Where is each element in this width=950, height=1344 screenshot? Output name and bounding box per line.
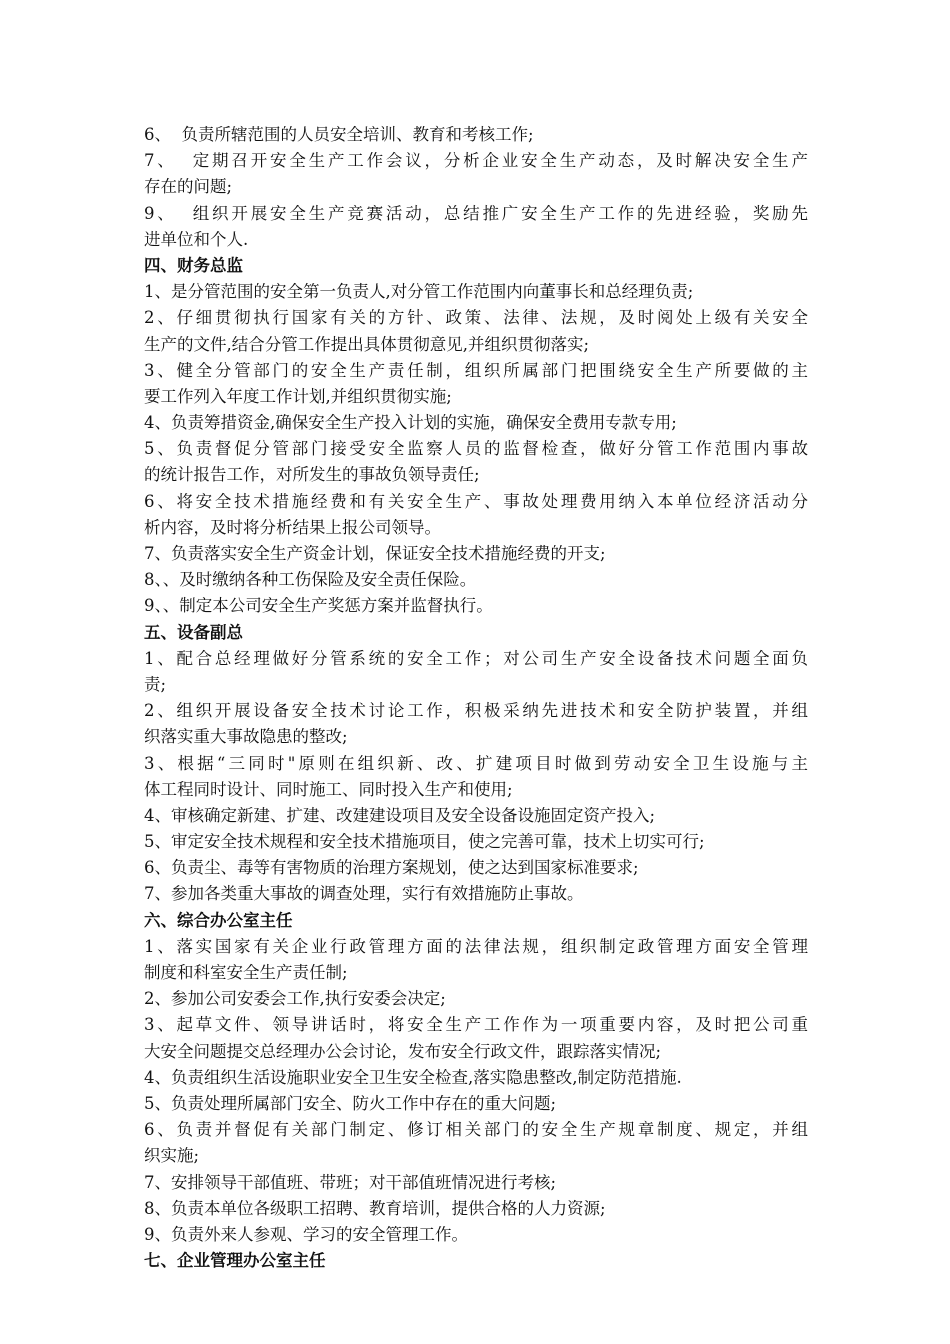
list-item [144,593,808,619]
list-item [144,751,808,803]
list-item [144,436,808,488]
paragraph-line: 7、参加各类重大事故的调查处理，实行有效措施防止事故。 [144,884,584,904]
list-item [144,567,808,593]
paragraph-line: 5、负责处理所属部门安全、防火工作中存在的重大问题; [144,1093,557,1113]
paragraph-line: 3、根据“三同时"原则在组织新、改、扩建项目时做到劳动安全卫生设施与主 [144,753,808,773]
paragraph-line: 4、审核确定新建、扩建、改建建设项目及安全设备设施固定资产投入; [144,805,656,825]
list-item [144,305,808,357]
paragraph-line: 2、组织开展设备安全技术讨论工作，积极采纳先进技术和安全防护装置，并组 [144,701,808,721]
paragraph-line: 9、、制定本公司安全生产奖惩方案并监督执行。 [144,596,493,616]
paragraph-line: 析内容，及时将分析结果上报公司领导。 [144,517,441,537]
paragraph-line: 3、起草文件、领导讲话时，将安全生产工作作为一项重要内容，及时把公司重 [144,1015,808,1035]
list-item [144,358,808,410]
paragraph-line: 6、负责尘、毒等有害物质的治理方案规划，使之达到国家标准要求; [144,858,639,878]
paragraph-line: 5、负责督促分管部门接受安全监察人员的监督检查，做好分管工作范围内事故 [144,439,808,459]
list-item [144,934,808,986]
list-item [144,1117,808,1169]
list-item [144,1065,808,1091]
paragraph-line: 责; [144,674,167,694]
paragraph-line: 6、 负责所辖范围的人员安全培训、教育和考核工作; [144,125,534,144]
list-item [144,881,808,907]
paragraph-line: 制度和科室安全生产责任制; [144,963,348,982]
list-item [144,1170,808,1196]
list-item [144,803,808,829]
list-item [144,1196,808,1222]
paragraph-line: 体工程同时设计、同时施工、同时投入生产和使用; [144,779,513,799]
list-item [144,1091,808,1117]
list-item [144,986,808,1012]
paragraph-line: 2、仔细贯彻执行国家有关的方针、政策、法律、法规，及时阅处上级有关安全 [144,308,808,328]
list-item [144,1222,808,1248]
list-item [144,201,808,253]
section-heading: 五、设备副总 [144,622,243,642]
paragraph-line: 大安全问题提交总经理办公会讨论，发布安全行政文件，跟踪落实情况; [144,1041,662,1061]
paragraph-line: 1、配合总经理做好分管系统的安全工作；对公司生产安全设备技术问题全面负 [144,648,808,668]
section-heading: 四、财务总监 [144,255,243,275]
document-body [144,122,808,1274]
list-item [144,410,808,436]
paragraph-line: 生产的文件,结合分管工作提出具体贯彻意见,并组织贯彻落实; [144,334,590,354]
paragraph-line: 7、 定期召开安全生产工作会议，分析企业安全生产动态，及时解决安全生产 [144,151,808,171]
list-item [144,1012,808,1064]
paragraph-line: 9、 组织开展安全生产竞赛活动，总结推广安全生产工作的先进经验，奖励先 [144,203,808,223]
section-heading: 七、企业管理办公室主任 [144,1251,326,1271]
paragraph-line: 6、将安全技术措施经费和有关安全生产、事故处理费用纳入本单位经济活动分 [144,491,808,511]
list-item [144,646,808,698]
paragraph-line: 9、负责外来人参观、学习的安全管理工作。 [144,1224,468,1244]
list-item [144,148,808,200]
paragraph-line: 4、负责筹措资金,确保安全生产投入计划的实施，确保安全费用专款专用; [144,413,677,433]
paragraph-line: 织落实重大事故隐患的整改; [144,727,348,747]
paragraph-line: 8、、及时缴纳各种工伤保险及安全责任保险。 [144,570,477,590]
paragraph-line: 7、负责落实安全生产资金计划，保证安全技术措施经费的开支; [144,544,606,563]
paragraph-line: 要工作列入年度工作计划,并组织贯彻实施; [144,386,452,406]
paragraph-line: 2、参加公司安委会工作,执行安委会决定; [144,989,446,1009]
paragraph-line: 3、健全分管部门的安全生产责任制，组织所属部门把围绕安全生产所要做的主 [144,360,808,380]
paragraph-line: 6、负责并督促有关部门制定、修订相关部门的安全生产规章制度、规定，并组 [144,1120,808,1140]
list-item [144,489,808,541]
list-item [144,279,808,305]
list-item [144,829,808,855]
paragraph-line: 1、落实国家有关企业行政管理方面的法律法规，组织制定政管理方面安全管理 [144,936,808,956]
list-item [144,122,808,148]
paragraph-line: 4、负责组织生活设施职业安全卫生安全检查,落实隐患整改,制定防范措施. [144,1067,682,1087]
paragraph-line: 7、安排领导干部值班、带班；对干部值班情况进行考核; [144,1172,557,1192]
list-item [144,698,808,750]
paragraph-line: 进单位和个人. [144,229,249,249]
paragraph-line: 1、是分管范围的安全第一负责人,对分管工作范围内向董事长和总经理负责; [144,282,694,302]
list-item [144,855,808,881]
list-item [144,541,808,567]
section-heading: 六、综合办公室主任 [144,910,293,930]
paragraph-line: 存在的问题; [144,177,233,197]
paragraph-line: 5、审定安全技术规程和安全技术措施项目，使之完善可靠，技术上切实可行; [144,832,705,852]
paragraph-line: 8、负责本单位各级职工招聘、教育培训，提供合格的人力资源; [144,1198,606,1218]
paragraph-line: 的统计报告工作，对所发生的事故负领导责任; [144,465,480,485]
paragraph-line: 织实施; [144,1146,200,1166]
